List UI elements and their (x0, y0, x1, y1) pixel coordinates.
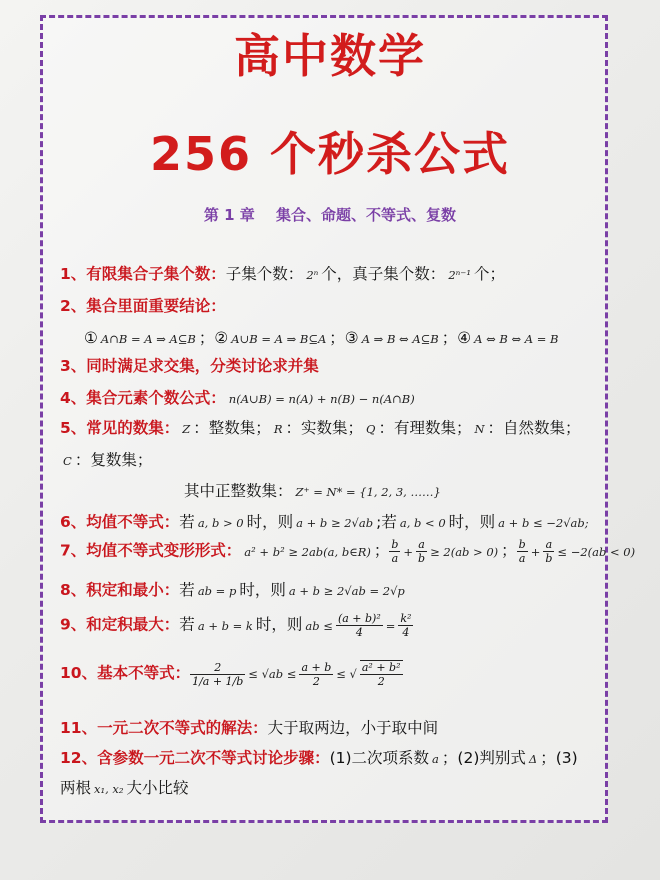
chapter-name: 集合、命题、不等式、复数 (276, 206, 457, 224)
item-5: 5、常见的数集： Z ：整数集； R ：实数集； Q ：有理数集； N ：自然数集； (60, 419, 581, 437)
chapter-number: 第 1 章 (203, 206, 255, 224)
item-10: 10、基本不等式： $\frac{2}{1/a + 1/b}$ ≤ √ab ≤ $\frac{a + b}{2}$ ≤ √ $\frac{\text{a² + b²}}{2}$ (60, 660, 401, 688)
item-8: 8、积定和最小：若 ab = p 时，则 a + b ≥ 2√ab = 2√p (60, 581, 405, 599)
item-5-positive-integers: 其中正整数集： Z⁺ = N* = {1, 2, 3, ……} (184, 482, 441, 500)
fraction: $\frac{b}{a}$ (518, 538, 526, 565)
item-2: 2、集合里面重要结论： (60, 297, 226, 315)
fraction: $\frac{\text{a² + b²}}{2}$ (361, 661, 401, 688)
fraction: $\frac{a}{b}$ (545, 538, 553, 565)
item-4: 4、集合元素个数公式： n(A∪B) = n(A) + n(B) − n(A∩B) (60, 389, 415, 407)
item-12: 12、含参数一元二次不等式讨论步骤：(1)二次项系数 a ；(2)判别式 Δ ；(3) (60, 749, 578, 767)
item-9: 9、和定积最大：若 a + b = k 时，则 ab ≤ $\frac{\text{(a + b)²}}{4}$ = $\frac{\text{k²}}{4}$ (60, 612, 412, 639)
item-5-continued: C ：复数集； (63, 451, 153, 469)
page-title: 高中数学 (234, 29, 426, 83)
fraction: $\frac{\text{(a + b)²}}{4}$ (337, 612, 381, 639)
fraction: $\frac{2}{1/a + 1/b}$ (192, 660, 244, 688)
fraction: $\frac{\text{k²}}{4}$ (400, 612, 412, 639)
item-6: 6、均值不等式：若 a, b > 0 时，则 a + b ≥ 2√ab ;若 a, b < 0 时，则 a + b ≤ −2√ab; (60, 513, 589, 531)
item-3: 3、同时满足求交集，分类讨论求并集 (60, 357, 319, 375)
fraction: $\frac{b}{a}$ (391, 538, 399, 565)
item-11: 11、一元二次不等式的解法：大于取两边，小于取中间 (60, 719, 439, 737)
item-7: 7、均值不等式变形形式： a² + b² ≥ 2ab(a, b∈R) ； $\frac{b}{a}$ + $\frac{a}{b}$ ≥ 2(ab > 0) ； $\frac{b}{a}$ + $\frac{a}{b}$ ≤ −2(ab < 0) (60, 538, 636, 565)
page-subtitle: 256 个秒杀公式 (149, 127, 511, 181)
item-2-conclusions: ① A∩B = A ⇒ A⊆B ；② A∪B = A ⇒ B⊆A ；③ A ⇒ B ⇔ A⊆B ；④ A ⇔ B ⇔ A = B (84, 329, 559, 347)
item-12-continued: 两根 x₁, x₂ 大小比较 (60, 779, 189, 797)
item-1: 1、有限集合子集个数：子集个数： 2ⁿ 个，真子集个数： 2ⁿ⁻¹ 个； (60, 265, 505, 283)
fraction: $\frac{a + b}{2}$ (301, 660, 332, 688)
chapter-heading (0, 204, 660, 225)
fraction: $\frac{a}{b}$ (418, 538, 426, 565)
